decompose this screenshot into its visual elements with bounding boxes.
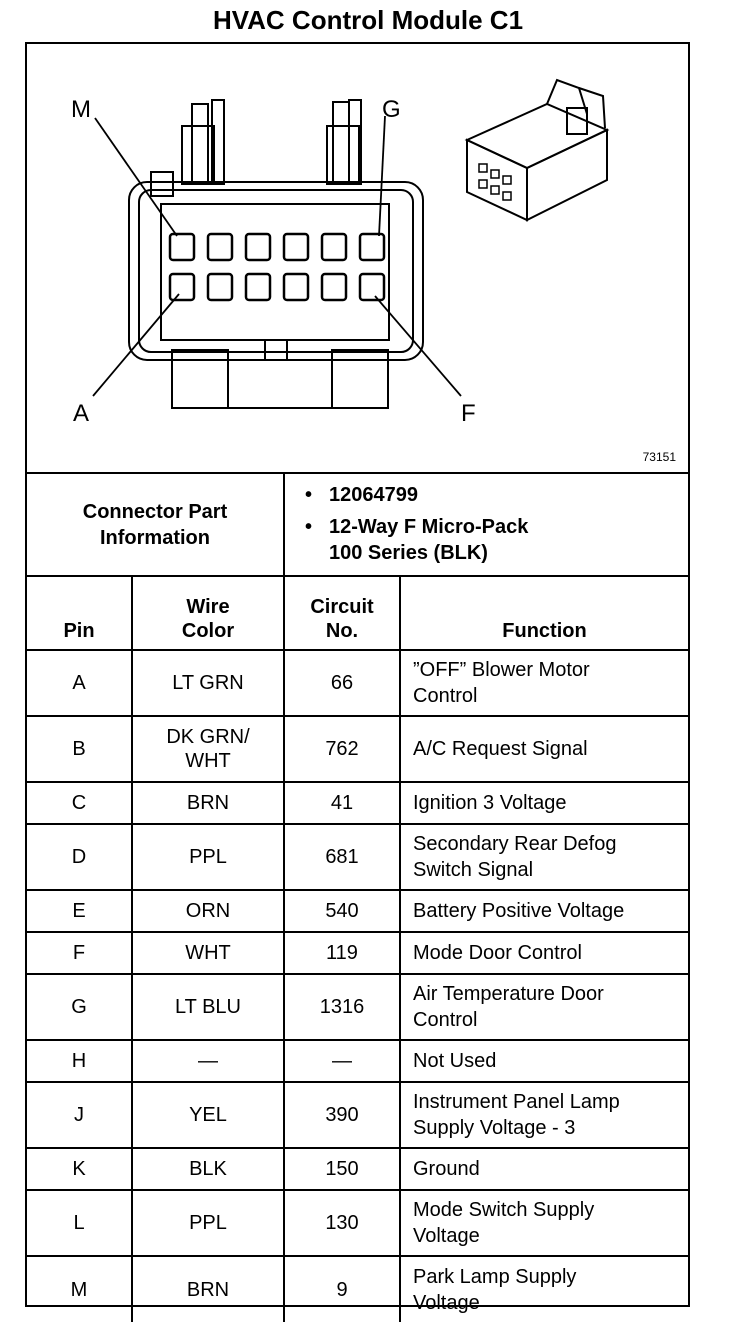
circuit-cell: — [284,1040,400,1082]
pin-cell: F [27,932,132,974]
wire-color-cell: — [132,1040,284,1082]
pin-cell: G [27,974,132,1040]
header-wire-color: Wire Color [132,576,284,650]
header-pin: Pin [27,576,132,650]
wire-color-cell: DK GRN/ WHT [132,716,284,782]
table-row [27,1256,688,1322]
pin-cell: D [27,824,132,890]
pin-cell: C [27,782,132,824]
function-cell: Air Temperature Door Control [400,974,688,1040]
table-row [27,890,688,932]
circuit-cell: 66 [284,650,400,716]
pin-cell: H [27,1040,132,1082]
pin-cell: E [27,890,132,932]
circuit-cell: 540 [284,890,400,932]
table-row [27,1040,688,1082]
connector-info-label-line1: Connector Part [82,500,228,523]
table-row [27,650,688,716]
wire-color-cell: ORN [132,890,284,932]
connector-info [27,474,688,577]
table-row [27,1190,688,1256]
wire-color-cell: PPL [132,824,284,890]
wire-color-cell: LT BLU [132,974,284,1040]
function-cell: Mode Switch Supply Voltage [400,1190,688,1256]
wire-color-cell: YEL [132,1082,284,1148]
circuit-cell: 390 [284,1082,400,1148]
circuit-cell: 9 [284,1256,400,1322]
function-cell: A/C Request Signal [400,716,688,782]
table-row [27,782,688,824]
function-cell: Park Lamp Supply Voltage [400,1256,688,1322]
part-number: • 12064799 [305,482,685,508]
pin-table [27,575,688,1322]
function-cell: Not Used [400,1040,688,1082]
wire-color-cell: BRN [132,1256,284,1322]
header-function: Function [400,576,688,650]
pin-table-header [27,576,688,650]
circuit-cell: 1316 [284,974,400,1040]
circuit-cell: 762 [284,716,400,782]
table-row [27,932,688,974]
pin-cell: B [27,716,132,782]
circuit-cell: 41 [284,782,400,824]
wire-color-cell: LT GRN [132,650,284,716]
function-cell: Mode Door Control [400,932,688,974]
function-cell: Ignition 3 Voltage [400,782,688,824]
function-cell: Battery Positive Voltage [400,890,688,932]
table-row [27,1148,688,1190]
circuit-cell: 150 [284,1148,400,1190]
pin-label-m: M [71,96,91,123]
wire-color-cell: PPL [132,1190,284,1256]
circuit-cell: 681 [284,824,400,890]
wire-color-cell: BRN [132,782,284,824]
circuit-cell: 119 [284,932,400,974]
table-row [27,1082,688,1148]
circuit-cell: 130 [284,1190,400,1256]
function-cell: ”OFF” Blower Motor Control [400,650,688,716]
connector-info-list [285,474,685,575]
pin-label-a: A [73,400,90,427]
function-cell: Ground [400,1148,688,1190]
connector-sheet [25,42,690,1314]
header-circuit: Circuit No. [284,576,400,650]
connector-info-label [27,474,285,575]
function-cell: Secondary Rear Defog Switch Signal [400,824,688,890]
pin-cell: A [27,650,132,716]
function-cell: Instrument Panel Lamp Supply Voltage - 3 [400,1082,688,1148]
page-title: HVAC Control Module C1 [212,5,524,35]
table-row [27,716,688,782]
connector-series: 100 Series (BLK) [329,542,488,564]
table-row [27,824,688,890]
wire-color-cell: WHT [132,932,284,974]
pin-cell: L [27,1190,132,1256]
pin-cell: J [27,1082,132,1148]
pin-cell: M [27,1256,132,1322]
connector-type: • 12-Way F Micro-Pack 100 Series (BLK) [305,514,685,566]
pin-label-f: F [461,400,476,427]
wire-color-cell: BLK [132,1148,284,1190]
connector-info-label-line2: Information [100,526,210,549]
figure-number: 73151 [642,450,676,464]
table-row [27,974,688,1040]
connector-drawing [27,44,688,472]
pin-cell: K [27,1148,132,1190]
connector-figure [27,44,688,474]
pin-label-g: G [382,96,401,123]
